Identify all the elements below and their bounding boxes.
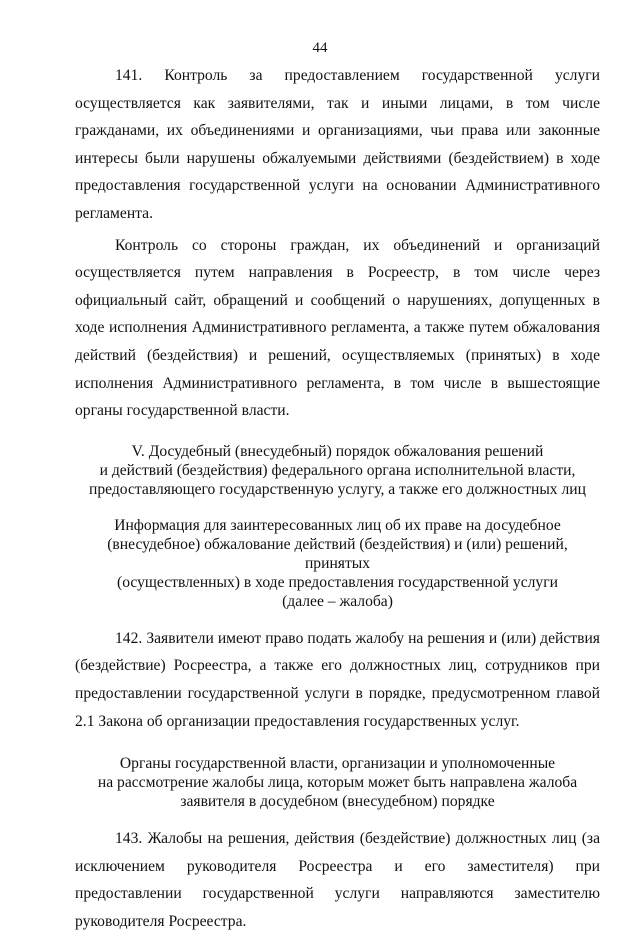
paragraph-143: 143. Жалобы на решения, действия (бездействие) должностных лиц (за исключением руководителя Росреестра и его заместителя) при предоставлении государственной услуги направляются заместителю руководителя Росреестра. [75, 830, 600, 930]
heading-line: V. Досудебный (внесудебный) порядок обжалования решений [131, 442, 544, 460]
page-number: 44 [312, 40, 328, 56]
document-body [75, 62, 600, 935]
heading-line: заявителя в досудебном (внесудебном) порядке [180, 793, 495, 811]
heading-line: предоставляющего государственную услугу, а также его должностных лиц [89, 480, 586, 498]
organs-heading [75, 754, 600, 811]
heading-line: Органы государственной власти, организации и уполномоченные [119, 755, 556, 773]
info-heading [75, 516, 600, 611]
heading-line: и действий (бездействия) федерального органа исполнительной власти, [99, 461, 576, 479]
heading-line: Информация для заинтересованных лиц об их праве на досудебное [114, 516, 561, 534]
paragraph-control: Контроль со стороны граждан, их объединений и организаций осуществляется путем направления в Росреестр, в том числе через официальный сайт, обращений и сообщений о нарушениях, допущенных в ходе исполнения Административного регламента, а также путем обжалования действий (бездействия) и решений, осуществляемых (принятых) в ходе исполнения Административного регламента, в том числе в вышестоящие органы государственной власти. [75, 236, 600, 420]
paragraph-141: 141. Контроль за предоставлением государственной услуги осуществляется как заявителями, так и иными лицами, в том числе гражданами, их объединениями и организациями, чьи права или законные интересы были нарушены обжалуемыми действиями (бездействием) в ходе предоставления государственной услуги на основании Административного регламента. [75, 67, 600, 222]
paragraph-142: 142. Заявители имеют право подать жалобу на решения и (или) действия (бездействие) Росреестра, а также его должностных лиц, сотрудников при предоставлении государственной услуги в порядке, предусмотренном главой 2.1 Закона об организации предоставления государственных услуг. [75, 629, 600, 730]
heading-line: (далее – жалоба) [282, 592, 393, 610]
heading-line: (осуществленных) в ходе предоставления государственной услуги [117, 573, 558, 591]
heading-line: (внесудебное) обжалование действий (бездействия) и (или) решений, принятых [107, 535, 568, 572]
heading-line: на рассмотрение жалобы лица, которым может быть направлена жалоба [97, 774, 578, 792]
section-v-heading [75, 442, 600, 499]
